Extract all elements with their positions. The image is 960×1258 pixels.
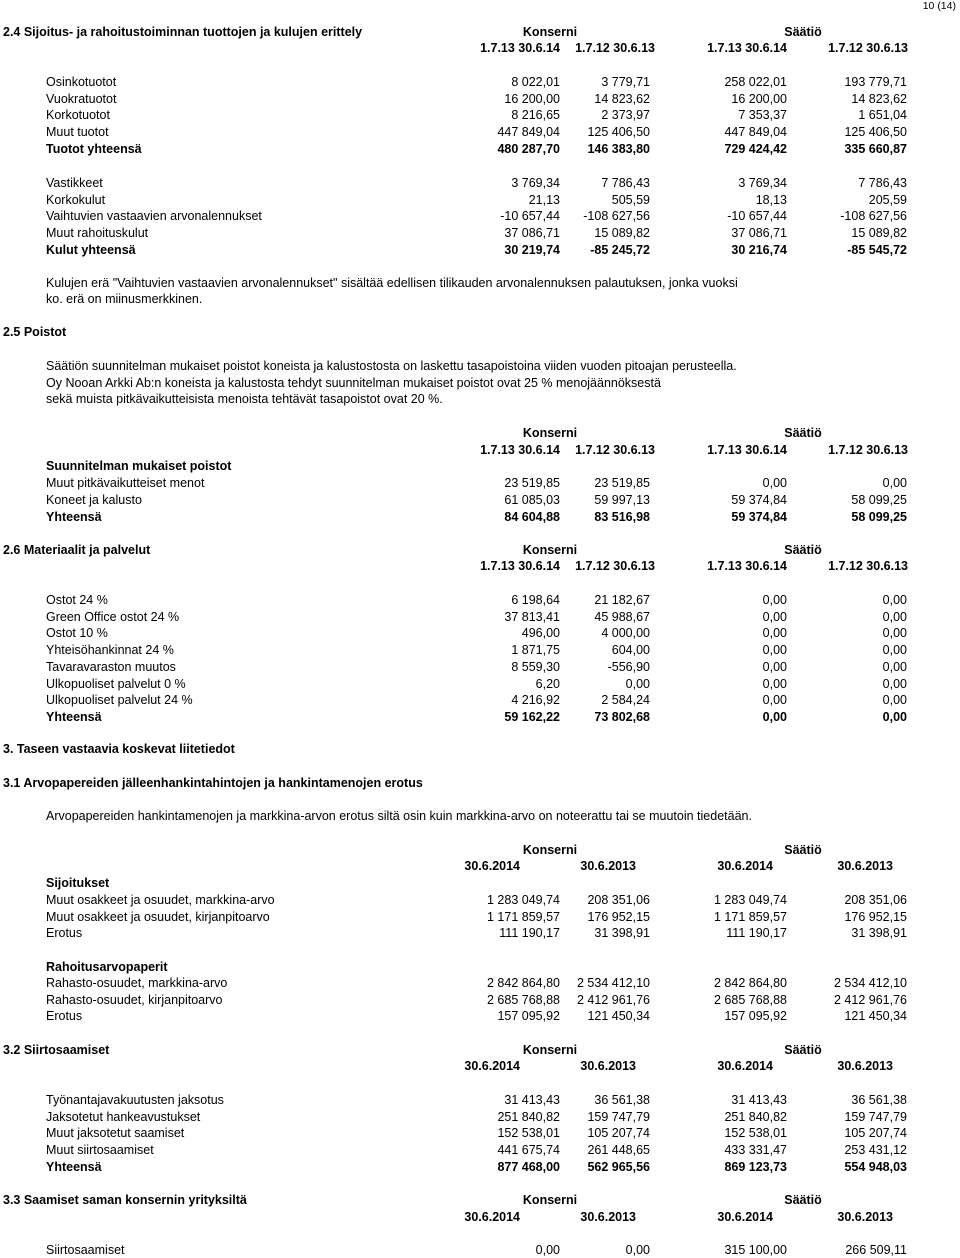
section-title: 3.3 Saamiset saman konsernin yrityksiltä [3, 1193, 247, 1207]
table-row-value: 21 182,67 [594, 593, 650, 607]
table-row-value: 0,00 [625, 676, 650, 691]
total-row-value: 335 660,87 [844, 141, 907, 156]
total-row-value: 0,00 [762, 710, 787, 724]
table-row-value: 2 685 768,88 [714, 992, 787, 1007]
table-row-value: 0,00 [762, 693, 787, 708]
period-heading: 30.6.2014 [717, 1210, 773, 1224]
period-heading: 1.7.13 30.6.14 [480, 559, 560, 573]
konserni-heading: Konserni [522, 1193, 578, 1207]
table-row-value: 441 675,74 [497, 1143, 560, 1158]
table-row-label: Vuokratuotot [46, 91, 117, 106]
total-row-label: Yhteensä [46, 710, 102, 724]
konserni-heading: Konserni [522, 843, 578, 857]
period-heading: 30.6.2013 [580, 1059, 636, 1073]
section-title: 3.2 Siirtosaamiset [3, 1043, 110, 1057]
table-row-value: 31 413,43 [504, 1093, 560, 1107]
period-heading: 30.6.2013 [580, 859, 636, 873]
table-row-label: Erotus [46, 1009, 83, 1024]
body-text: Säätiön suunnitelman mukaiset poistot koneista ja kalustostosta on laskettu tasapoistoina viiden vuoden pitoajan perusteella. [46, 359, 737, 373]
total-row-value: 84 604,88 [504, 510, 560, 524]
table-row-value: 105 207,74 [587, 1126, 650, 1141]
note-text: Kulujen erä "Vaihtuvien vastaavien arvonalennukset" sisältää edellisen tilikauden arvonalennuksen palautuksen, jonka vuoksi [46, 276, 738, 290]
table-row-value: 31 413,43 [731, 1093, 787, 1107]
period-heading: 30.6.2014 [464, 859, 520, 873]
period-heading: 1.7.13 30.6.14 [707, 443, 787, 457]
table-row-value: 433 331,47 [724, 1143, 787, 1158]
konserni-heading: Konserni [522, 426, 578, 440]
table-row-label: Ulkopuoliset palvelut 0 % [46, 676, 186, 691]
total-row-value: 59 162,22 [504, 710, 560, 724]
table-row-label: Muut jaksotetut saamiset [46, 1126, 185, 1141]
period-heading: 30.6.2013 [837, 1210, 893, 1224]
table-row-label: Korkokulut [46, 192, 106, 207]
period-heading: 30.6.2013 [837, 859, 893, 873]
table-row-value: 4 216,92 [511, 693, 560, 708]
section-title: 3.1 Arvopapereiden jälleenhankintahintojen ja hankintamenojen erotus [3, 776, 423, 790]
table-row-label: Koneet ja kalusto [46, 492, 142, 507]
konserni-heading: Konserni [522, 25, 578, 39]
table-row-value: 2 412 961,76 [577, 992, 650, 1007]
table-row-value: 0,00 [535, 1243, 560, 1257]
period-heading: 30.6.2014 [464, 1210, 520, 1224]
total-row-value: 30 216,74 [731, 242, 787, 257]
table-row-value: 176 952,15 [844, 909, 907, 924]
table-row-label: Ostot 24 % [46, 593, 108, 607]
total-row-value: -85 545,72 [847, 242, 907, 257]
table-row-label: Osinkotuotot [46, 75, 117, 89]
table-row-value: 36 561,38 [851, 1093, 907, 1107]
table-row-label: Korkotuotot [46, 108, 110, 123]
table-row-value: 125 406,50 [844, 125, 907, 140]
period-heading: 1.7.12 30.6.13 [575, 443, 655, 457]
page-number: 10 (14) [922, 0, 956, 12]
table-row-value: 4 000,00 [601, 626, 650, 641]
table-row-value: 2 534 412,10 [834, 976, 907, 990]
table-row-value: 3 769,34 [511, 176, 560, 190]
table-row-value: 31 398,91 [851, 926, 907, 941]
table-row-value: 8 216,65 [511, 108, 560, 123]
table-row-value: 111 190,17 [726, 926, 787, 941]
body-text: Oy Nooan Arkki Ab:n koneista ja kalustosta tehdyt suunnitelman mukaiset poistot ovat 25 % menojäännöksestä [46, 376, 661, 390]
table-row-value: 208 351,06 [587, 893, 650, 907]
table-row-value: 2 842 864,80 [487, 976, 560, 990]
table-row-value: 157 095,92 [497, 1009, 560, 1024]
total-row-value: 729 424,42 [724, 141, 787, 156]
konserni-heading: Konserni [522, 543, 578, 557]
table-row-label: Muut rahoituskulut [46, 226, 149, 241]
table-row-value: 15 089,82 [851, 226, 907, 241]
table-row-label: Rahasto-osuudet, kirjanpitoarvo [46, 992, 223, 1007]
table-row-value: 0,00 [882, 476, 907, 490]
table-row-value: 176 952,15 [587, 909, 650, 924]
subheading: Suunnitelman mukaiset poistot [46, 459, 232, 473]
table-row-value: -10 657,44 [727, 209, 787, 224]
table-row-value: 2 412 961,76 [834, 992, 907, 1007]
table-row-value: 315 100,00 [724, 1243, 787, 1257]
total-row-label: Yhteensä [46, 510, 102, 524]
table-row-value: 8 559,30 [511, 659, 560, 674]
table-row-value: 14 823,62 [594, 91, 650, 106]
table-row-value: 0,00 [762, 676, 787, 691]
period-heading: 1.7.12 30.6.13 [828, 559, 908, 573]
table-row-value: 31 398,91 [594, 926, 650, 941]
table-row-value: 37 086,71 [731, 226, 787, 241]
table-row-value: 251 840,82 [724, 1109, 787, 1124]
period-heading: 1.7.13 30.6.14 [480, 443, 560, 457]
saatio-heading: Säätiö [784, 843, 822, 857]
period-heading: 30.6.2014 [717, 1059, 773, 1073]
total-row-value: 562 965,56 [587, 1160, 650, 1174]
table-row-value: 0,00 [882, 609, 907, 624]
table-row-value: 23 519,85 [594, 476, 650, 490]
group-heading: Sijoitukset [46, 876, 110, 890]
table-row-value: 21,13 [528, 192, 560, 207]
section-title: 3. Taseen vastaavia koskevat liitetiedot [3, 742, 235, 756]
table-row-value: 14 823,62 [851, 91, 907, 106]
table-row-value: 23 519,85 [504, 476, 560, 490]
table-row-value: 2 685 768,88 [487, 992, 560, 1007]
table-row-value: 37 813,41 [504, 609, 560, 624]
table-row-value: -556,90 [607, 659, 650, 674]
table-row-value: 0,00 [882, 693, 907, 708]
table-row-value: 16 200,00 [731, 91, 787, 106]
table-row-label: Yhteisöhankinnat 24 % [46, 643, 174, 658]
table-row-value: 157 095,92 [724, 1009, 787, 1024]
table-row-value: 105 207,74 [844, 1126, 907, 1141]
total-row-value: 0,00 [882, 710, 907, 724]
table-row-value: 0,00 [882, 593, 907, 607]
table-row-value: 6,20 [535, 676, 560, 691]
table-row-value: 193 779,71 [844, 75, 907, 89]
table-row-value: 1 871,75 [511, 643, 560, 658]
table-row-value: 3 769,34 [738, 176, 787, 190]
total-row-value: 877 468,00 [497, 1160, 560, 1174]
table-row-value: 2 373,97 [601, 108, 650, 123]
period-heading: 30.6.2014 [464, 1059, 520, 1073]
table-row-value: 251 840,82 [497, 1109, 560, 1124]
table-row-label: Muut pitkävaikutteiset menot [46, 476, 205, 490]
table-row-value: 0,00 [882, 659, 907, 674]
table-row-value: 121 450,34 [587, 1009, 650, 1024]
table-row-value: 261 448,65 [587, 1143, 650, 1158]
table-row-value: 0,00 [882, 626, 907, 641]
table-row-label: Ulkopuoliset palvelut 24 % [46, 693, 193, 708]
total-row-value: 554 948,03 [844, 1160, 907, 1174]
table-row-value: 266 509,11 [845, 1243, 907, 1257]
table-row-value: 2 842 864,80 [714, 976, 787, 990]
table-row-value: 447 849,04 [497, 125, 560, 140]
period-heading: 1.7.13 30.6.14 [707, 559, 787, 573]
period-heading: 1.7.13 30.6.14 [480, 41, 560, 55]
table-row-value: 0,00 [762, 643, 787, 658]
body-text: Arvopapereiden hankintamenojen ja markkina-arvon erotus siltä osin kuin markkina-arvo on noteerattu tai se muutoin tiedetään. [46, 809, 752, 823]
total-row-value: 30 219,74 [504, 242, 560, 257]
total-row-label: Kulut yhteensä [46, 242, 136, 257]
table-row-value: 1 171 859,57 [487, 909, 560, 924]
total-row-label: Yhteensä [46, 1160, 102, 1174]
table-row-value: 0,00 [882, 643, 907, 658]
table-row-value: 7 786,43 [601, 176, 650, 190]
table-row-value: 208 351,06 [844, 893, 907, 907]
table-row-value: 0,00 [762, 593, 787, 607]
table-row-value: -10 657,44 [500, 209, 560, 224]
table-row-value: 152 538,01 [724, 1126, 787, 1141]
table-row-label: Siirtosaamiset [46, 1243, 125, 1257]
table-row-value: 0,00 [762, 476, 787, 490]
table-row-label: Muut siirtosaamiset [46, 1143, 154, 1158]
table-row-value: 58 099,25 [851, 492, 907, 507]
table-row-value: 111 190,17 [499, 926, 560, 941]
table-row-value: 0,00 [625, 1243, 650, 1257]
table-row-value: 258 022,01 [724, 75, 787, 89]
table-row-value: 37 086,71 [504, 226, 560, 241]
table-row-value: 18,13 [755, 192, 787, 207]
total-row-value: 869 123,73 [724, 1160, 787, 1174]
table-row-label: Rahasto-osuudet, markkina-arvo [46, 976, 228, 990]
body-text: sekä muista pitkävaikutteisista menoista tehtävät tasapoistot ovat 20 %. [46, 392, 443, 406]
period-heading: 1.7.12 30.6.13 [575, 41, 655, 55]
table-row-value: 1 171 859,57 [714, 909, 787, 924]
table-row-value: 59 374,84 [731, 492, 787, 507]
table-row-value: 505,59 [611, 192, 650, 207]
table-row-value: 0,00 [762, 609, 787, 624]
table-row-label: Työnantajavakuutusten jaksotus [46, 1093, 224, 1107]
table-row-label: Vaihtuvien vastaavien arvonalennukset [46, 209, 262, 224]
table-row-value: 7 786,43 [858, 176, 907, 190]
table-row-value: 0,00 [762, 626, 787, 641]
table-row-value: 1 283 049,74 [714, 893, 787, 907]
table-row-value: 15 089,82 [594, 226, 650, 241]
period-heading: 30.6.2014 [717, 859, 773, 873]
note-text: ko. erä on miinusmerkkinen. [46, 292, 203, 306]
table-row-value: 0,00 [882, 676, 907, 691]
table-row-value: 121 450,34 [844, 1009, 907, 1024]
period-heading: 30.6.2013 [580, 1210, 636, 1224]
table-row-value: 125 406,50 [587, 125, 650, 140]
table-row-value: 447 849,04 [724, 125, 787, 140]
period-heading: 1.7.12 30.6.13 [575, 559, 655, 573]
table-row-value: 2 584,24 [601, 693, 650, 708]
total-row-label: Tuotot yhteensä [46, 141, 142, 156]
saatio-heading: Säätiö [784, 1043, 822, 1057]
period-heading: 30.6.2013 [837, 1059, 893, 1073]
table-row-label: Green Office ostot 24 % [46, 609, 180, 624]
table-row-label: Ostot 10 % [46, 626, 108, 641]
period-heading: 1.7.12 30.6.13 [828, 41, 908, 55]
saatio-heading: Säätiö [784, 543, 822, 557]
table-row-value: 59 997,13 [594, 492, 650, 507]
table-row-label: Muut osakkeet ja osuudet, markkina-arvo [46, 893, 275, 907]
table-row-value: 61 085,03 [504, 492, 560, 507]
table-row-label: Vastikkeet [46, 176, 103, 190]
table-row-value: 45 988,67 [594, 609, 650, 624]
section-title: 2.4 Sijoitus- ja rahoitustoiminnan tuottojen ja kulujen erittely [3, 25, 363, 39]
table-row-value: 1 651,04 [858, 108, 907, 123]
table-row-value: 36 561,38 [594, 1093, 650, 1107]
saatio-heading: Säätiö [784, 426, 822, 440]
table-row-value: -108 627,56 [840, 209, 907, 224]
total-row-value: 83 516,98 [594, 510, 650, 524]
total-row-value: 73 802,68 [594, 710, 650, 724]
table-row-value: 3 779,71 [601, 75, 650, 89]
saatio-heading: Säätiö [784, 1193, 822, 1207]
table-row-value: 7 353,37 [738, 108, 787, 123]
table-row-value: 16 200,00 [504, 91, 560, 106]
table-row-label: Muut tuotot [46, 125, 109, 140]
table-row-value: 0,00 [762, 659, 787, 674]
total-row-value: 58 099,25 [851, 510, 907, 524]
table-row-value: 2 534 412,10 [577, 976, 650, 990]
konserni-heading: Konserni [522, 1043, 578, 1057]
table-row-value: -108 627,56 [583, 209, 650, 224]
table-row-value: 152 538,01 [497, 1126, 560, 1141]
table-row-label: Jaksotetut hankeavustukset [46, 1109, 201, 1124]
table-row-label: Tavaravaraston muutos [46, 659, 176, 674]
period-heading: 1.7.12 30.6.13 [828, 443, 908, 457]
table-row-value: 496,00 [521, 626, 560, 641]
saatio-heading: Säätiö [784, 25, 822, 39]
table-row-value: 1 283 049,74 [487, 893, 560, 907]
section-title: 2.5 Poistot [3, 325, 67, 339]
table-row-value: 159 747,79 [844, 1109, 907, 1124]
total-row-value: 59 374,84 [731, 510, 787, 524]
section-title: 2.6 Materiaalit ja palvelut [3, 543, 151, 557]
total-row-value: -85 245,72 [590, 242, 650, 257]
table-row-value: 604,00 [611, 643, 650, 658]
table-row-value: 8 022,01 [511, 75, 560, 89]
total-row-value: 480 287,70 [497, 141, 560, 156]
table-row-value: 253 431,12 [844, 1143, 907, 1158]
table-row-value: 159 747,79 [587, 1109, 650, 1124]
table-row-value: 205,59 [868, 192, 907, 207]
table-row-label: Erotus [46, 926, 83, 941]
group-heading: Rahoitusarvopaperit [46, 960, 168, 974]
table-row-label: Muut osakkeet ja osuudet, kirjanpitoarvo [46, 909, 270, 924]
total-row-value: 146 383,80 [587, 141, 650, 156]
table-row-value: 6 198,64 [511, 593, 560, 607]
period-heading: 1.7.13 30.6.14 [707, 41, 787, 55]
